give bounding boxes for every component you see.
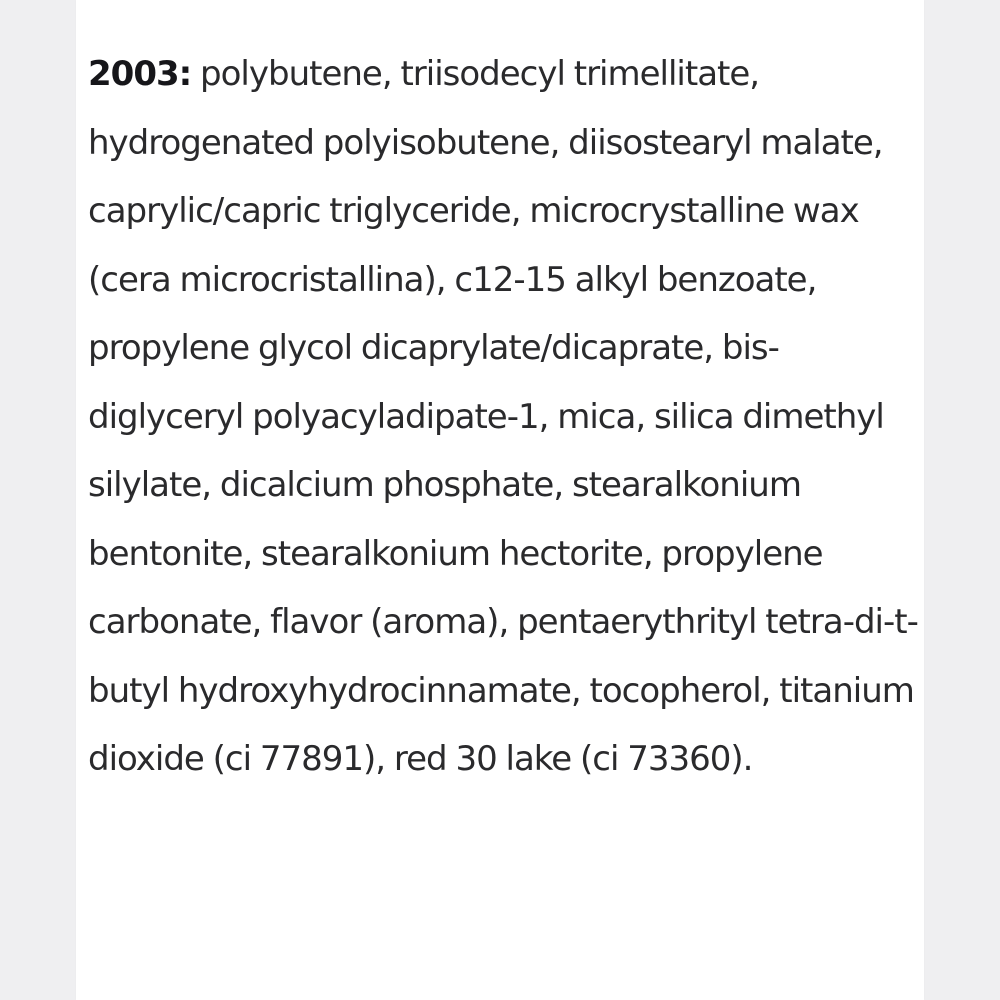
ingredients-list: polybutene, triisodecyl trimellitate, hydrogenated polyisobutene, diisostearyl malate, caprylic/capric triglyceride, microcrystalline wax (cera microcristallina), c12-15 alkyl benzoate, propylene glycol dicaprylate/dicaprate, bis-diglyceryl polyacyladipate-1, mica, silica dimethyl silylate, dicalcium phosphate, stearalkonium bentonite, stearalkonium hectorite, propylene carbonate, flavor (aroma), pentaerythrityl tetra-di-t-butyl hydroxyhydrocinnamate, tocopherol, titanium dioxide (ci 77891), red 30 lake (ci 73360). <box>88 54 918 779</box>
shade-label: 2003: <box>88 54 192 94</box>
ingredients-paragraph <box>88 40 924 794</box>
ingredients-card <box>76 0 924 1000</box>
